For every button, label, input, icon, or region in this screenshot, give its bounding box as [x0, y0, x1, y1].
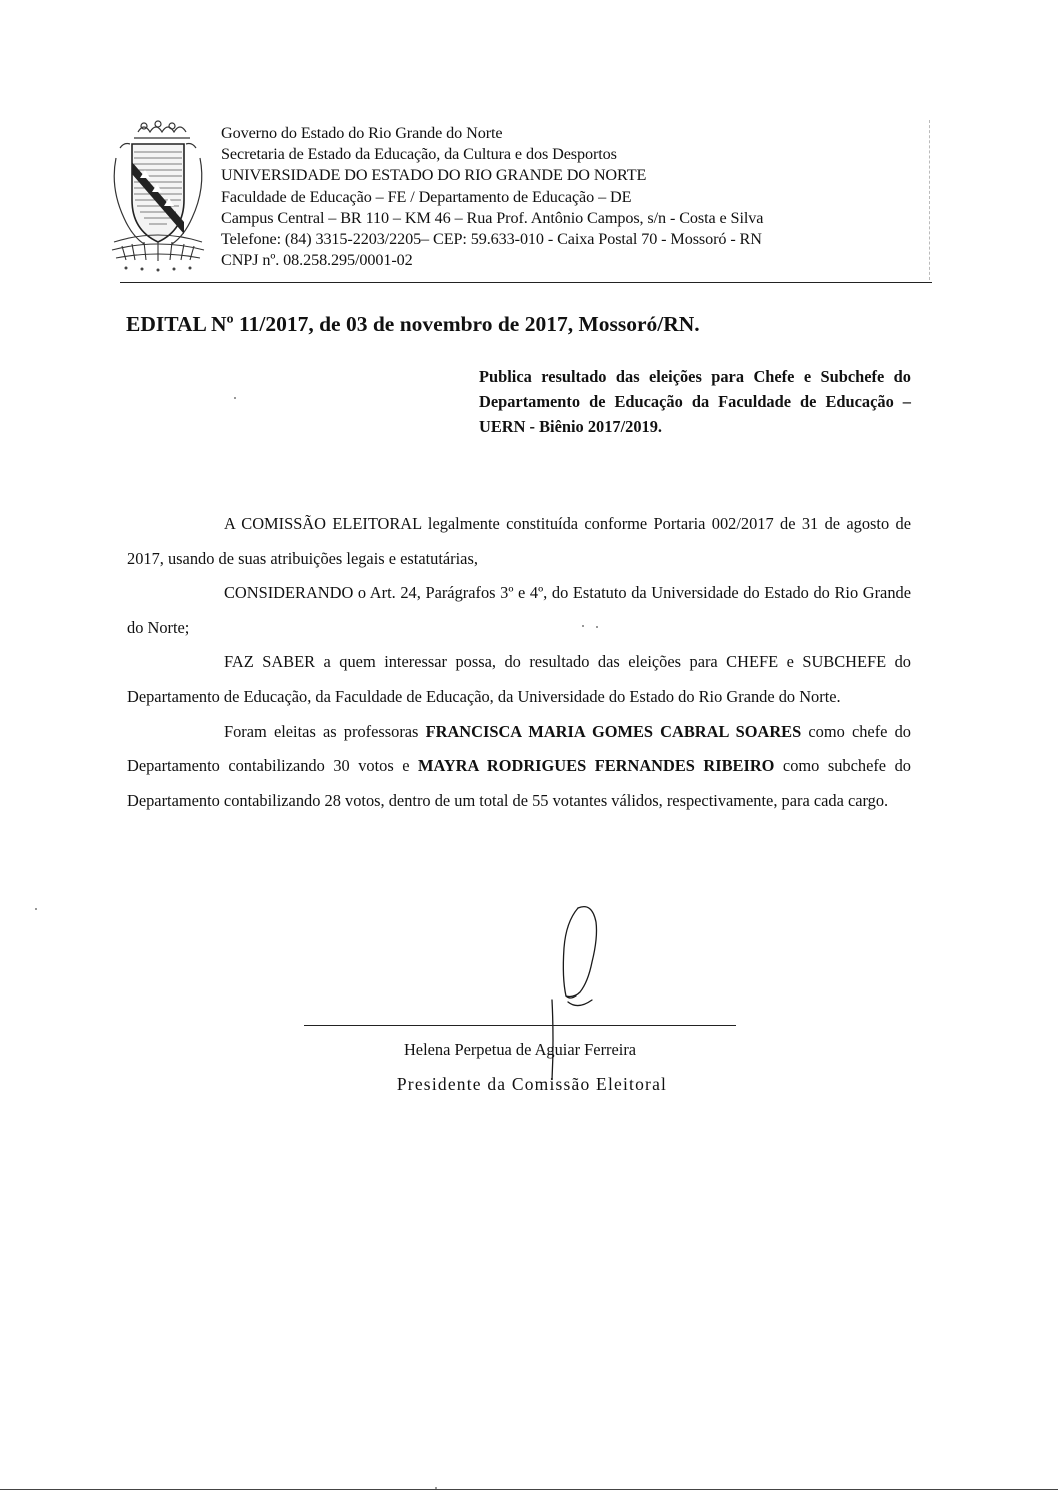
edital-body: [127, 507, 911, 818]
signature-line: [304, 1025, 736, 1026]
elected-subchefe-name: MAYRA RODRIGUES FERNANDES RIBEIRO: [418, 756, 775, 776]
letterhead-line-address: Campus Central – BR 110 – KM 46 – Rua Prof. Antônio Campos, s/n - Costa e Silva: [221, 208, 764, 227]
letterhead-divider: [120, 282, 932, 283]
letterhead-line-secretariat: Secretaria de Estado da Educação, da Cultura e dos Desportos: [221, 145, 617, 164]
scan-bottom-edge: [0, 1489, 1058, 1490]
results-text-subchefe-votes: como subchefe do Departamento contabilizando 28 votos, dentro de um total de 55 votantes válidos, respectivamente, para cada cargo.: [127, 756, 911, 810]
edital-title: EDITAL Nº 11/2017, de 03 de novembro de 2017, Mossoró/RN.: [126, 312, 700, 336]
letterhead-line-university: UNIVERSIDADE DO ESTADO DO RIO GRANDE DO NORTE: [221, 166, 647, 185]
results-text-chefe-votes: como chefe do Departamento contabilizando 30 votos e: [127, 721, 911, 776]
edital-summary: Publica resultado das eleições para Chefe e Subchefe do Departamento de Educação da Faculdade de Educação – UERN - Biênio 2017/2019.: [479, 367, 911, 436]
paragraph-announcement: FAZ SABER a quem interessar possa, do resultado das eleições para CHEFE e SUBCHEFE do Departamento de Educação, da Faculdade de Educação, da Universidade do Estado do Rio Grande do Norte.: [127, 652, 911, 706]
scan-speck: [35, 908, 37, 910]
letterhead-line-faculty: Faculdade de Educação – FE / Departamento de Educação – DE: [221, 187, 632, 206]
scan-speck: [596, 626, 598, 628]
paragraph-considering: CONSIDERANDO o Art. 24, Parágrafos 3º e 4º, do Estatuto da Universidade do Estado do Rio Grande do Norte;: [127, 583, 911, 637]
elected-chefe-name: FRANCISCA MARIA GOMES CABRAL SOARES: [425, 721, 802, 741]
scan-speck: [582, 625, 584, 627]
paragraph-commission: A COMISSÃO ELEITORAL legalmente constituída conforme Portaria 002/2017 de 31 de agosto de 2017, usando de suas atribuições legais e estatutárias,: [127, 514, 911, 568]
results-text-intro: Foram eleitas as professoras: [224, 721, 426, 741]
letterhead-line-cnpj: CNPJ nº. 08.258.295/0001-02: [221, 251, 413, 270]
letterhead-line-phone: Telefone: (84) 3315-2203/2205– CEP: 59.633-010 - Caixa Postal 70 - Mossoró - RN: [221, 230, 762, 249]
scan-edge-mark: [929, 120, 930, 280]
scan-speck: [234, 397, 236, 399]
signatory-role: Presidente da Comissão Eleitoral: [396, 1074, 668, 1094]
paragraph-results: [127, 715, 911, 819]
letterhead-text-block: [221, 123, 921, 271]
uern-coat-of-arms-icon: [108, 118, 208, 274]
letterhead-line-state-government: Governo do Estado do Rio Grande do Norte: [221, 124, 503, 142]
signatory-name: Helena Perpetua de Aguiar Ferreira: [403, 1040, 637, 1059]
